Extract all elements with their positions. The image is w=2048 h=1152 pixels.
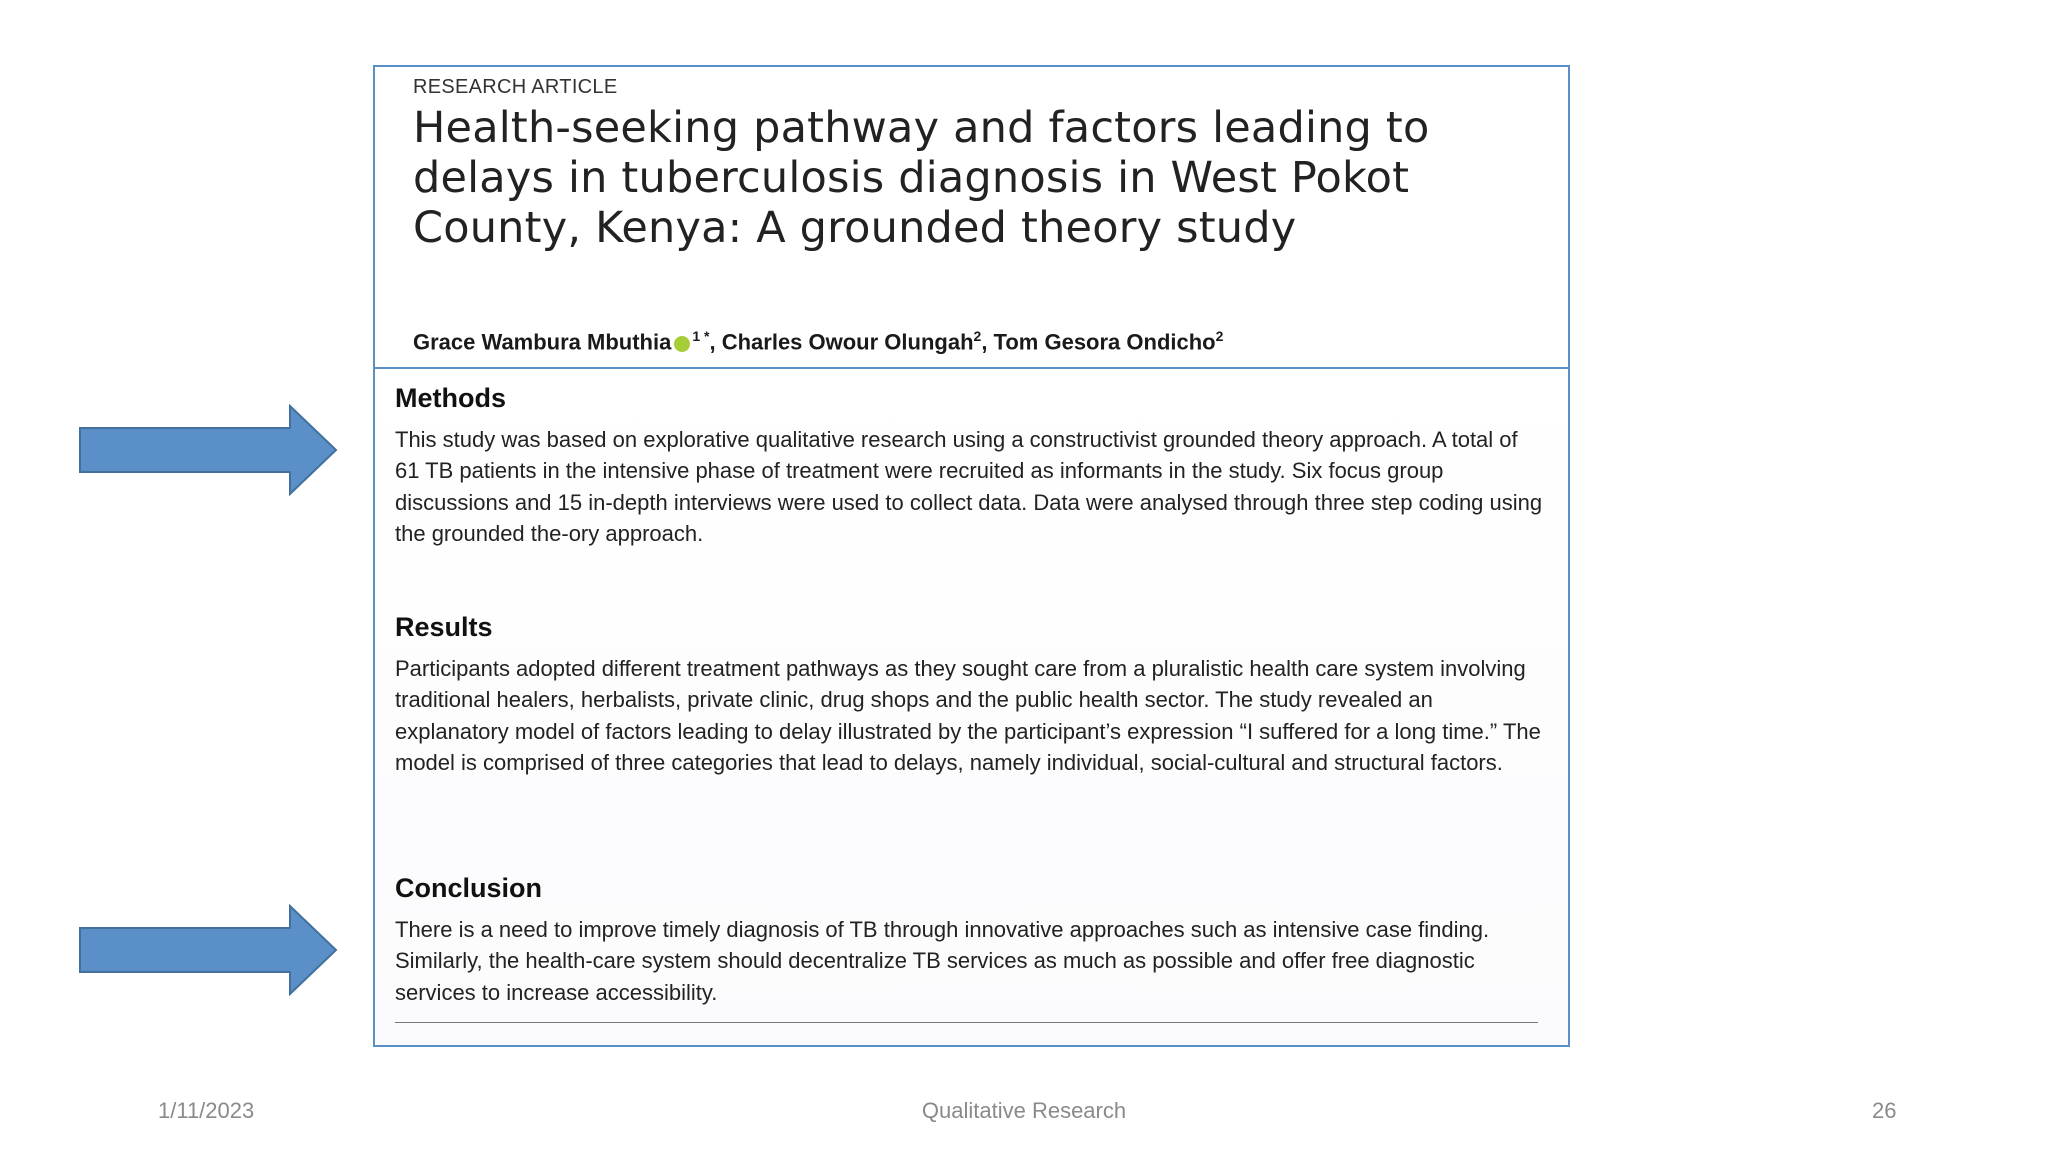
slide-number: 26 <box>1872 1098 1897 1123</box>
author-affiliation: 1 * <box>692 328 710 344</box>
author-affiliation: 2 <box>1215 328 1224 344</box>
footer-title: Qualitative Research <box>921 1098 1127 1123</box>
results-text: Participants adopted different treatment pathways as they sought care from a pluralistic health care system involving traditional healers, herbalists, private clinic, drug shops and the public health sector. The study revealed an explanatory model of factors leading to delay illustrated by the participant’s expression “I suffered for a long time.” The model is comprised of three categories that lead to delays, namely individual, social-cultural and structural factors. <box>395 656 1541 776</box>
right-arrow-icon <box>78 904 340 996</box>
conclusion-heading: Conclusion <box>395 873 542 903</box>
results-section <box>395 612 1545 779</box>
author-affiliation: 2 <box>973 328 982 344</box>
conclusion-text: There is a need to improve timely diagnosis of TB through innovative approaches such as intensive case finding. Similarly, the health-care system should decentralize TB services as much as possible and offer free diagnostic services to increase accessibility. <box>395 917 1490 1005</box>
right-arrow-icon <box>78 404 340 496</box>
methods-heading: Methods <box>395 383 506 413</box>
paper-header <box>373 65 1570 369</box>
results-heading: Results <box>395 612 493 642</box>
author-list <box>413 328 1223 355</box>
author-name: Tom Gesora Ondicho <box>993 329 1216 355</box>
author-separator: , <box>981 329 994 355</box>
methods-section <box>395 383 1545 550</box>
footer-date: 1/11/2023 <box>158 1098 255 1123</box>
methods-text: This study was based on explorative qualitative research using a constructivist grounded theory approach. A total of 61 TB patients in the intensive phase of treatment were recruited as informants in the study. Six focus group discussions and 15 in-depth interviews were used to collect data. Data were analysed through three step coding using the grounded the-ory approach. <box>395 427 1543 547</box>
author-name: Charles Owour Olungah <box>721 329 974 355</box>
author-name: Grace Wambura Mbuthia <box>413 329 672 355</box>
abstract-box <box>373 367 1570 1047</box>
conclusion-section <box>395 873 1545 1008</box>
divider <box>395 1022 1538 1023</box>
paper-title: Health-seeking pathway and factors leading to delays in tuberculosis diagnosis in West Pokot County, Kenya: A grounded theory study <box>413 103 1430 253</box>
article-type-label: RESEARCH ARTICLE <box>413 76 618 98</box>
author-separator: , <box>709 329 722 355</box>
orcid-icon <box>674 336 690 352</box>
